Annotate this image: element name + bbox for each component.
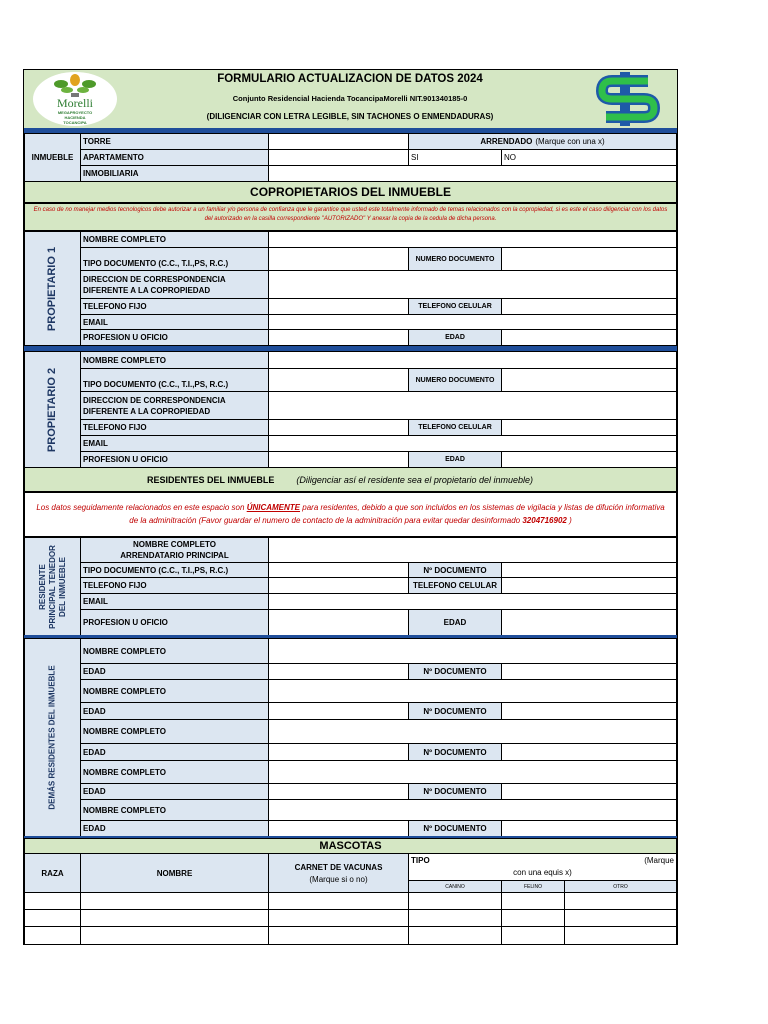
row3-carnet[interactable] <box>268 926 409 945</box>
residentes-note: Los datos seguidamente relacionados en este espacio son ÚNICAMENTE para residentes, debido a que son incluidos en los sistemas de vigilacia y listas de difución informativa de la adminitración (Favor guardar el numero de contacto de la adminitración para evitar quedar desinformado 3204716902 ) <box>24 492 677 537</box>
rp-edad-field[interactable] <box>501 609 677 636</box>
row1-felino[interactable] <box>501 892 565 910</box>
dr3-nombre-label: NOMBRE COMPLETO <box>80 719 269 744</box>
propietario-2-label: PROPIETARIO 2 <box>24 351 81 468</box>
torre-label: TORRE <box>80 133 269 150</box>
p1-profesion-field[interactable] <box>268 329 409 346</box>
p1-email-field[interactable] <box>268 314 677 330</box>
p2-nombre-field[interactable] <box>268 351 677 369</box>
row1-raza[interactable] <box>24 892 81 910</box>
copropietarios-title: COPROPIETARIOS DEL INMUEBLE <box>24 181 677 203</box>
admin-phone: 3204716902 <box>522 516 567 525</box>
dr1-documento-field[interactable] <box>501 663 677 680</box>
p2-numero-doc-label: NUMERO DOCUMENTO <box>408 368 502 392</box>
inmobiliaria-field[interactable] <box>268 165 677 182</box>
felino-header: FELINO <box>501 880 565 893</box>
p2-tel-cel-label: TELEFONO CELULAR <box>408 419 502 436</box>
arrendado-header <box>408 133 677 150</box>
row2-carnet[interactable] <box>268 909 409 927</box>
p2-edad-field[interactable] <box>501 451 677 468</box>
dr5-edad-label: EDAD <box>80 820 269 837</box>
logo-name: Morelli <box>57 96 93 110</box>
rp-tel-cel-field[interactable] <box>501 577 677 594</box>
p1-edad-label: EDAD <box>408 329 502 346</box>
dr4-documento-field[interactable] <box>501 783 677 800</box>
p2-direccion-label: DIRECCION DE CORRESPONDENCIA DIFERENTE A LA COPROPIEDAD <box>80 391 269 420</box>
p1-numero-doc-field[interactable] <box>501 247 677 271</box>
p2-email-field[interactable] <box>268 435 677 452</box>
residentes-header <box>24 467 677 492</box>
dr2-edad-label: EDAD <box>80 702 269 720</box>
rp-tel-fijo-field[interactable] <box>268 577 409 594</box>
p1-nombre-label: NOMBRE COMPLETO <box>80 231 269 248</box>
row3-otro[interactable] <box>564 926 677 945</box>
row2-canino[interactable] <box>408 909 502 927</box>
tipo-header: TIPO (Marque <box>408 853 677 881</box>
rp-tel-fijo-label: TELEFONO FIJO <box>80 577 269 594</box>
torre-field[interactable] <box>268 133 409 150</box>
dr4-edad-label: EDAD <box>80 783 269 800</box>
p2-profesion-label: PROFESION U OFICIO <box>80 451 269 468</box>
morelli-logo <box>33 72 117 126</box>
dr4-documento-label: Nº DOCUMENTO <box>408 783 502 800</box>
p2-nombre-label: NOMBRE COMPLETO <box>80 351 269 369</box>
logo-subtitle-1: MEGAPROYECTO <box>57 110 93 115</box>
carnet-header: CARNET DE VACUNAS (Marque si o no) <box>268 853 409 893</box>
row1-otro[interactable] <box>564 892 677 910</box>
p2-email-label: EMAIL <box>80 435 269 452</box>
nombre-mascota-header: NOMBRE <box>80 853 269 893</box>
residentes-hint: (Diligenciar así el residente sea el propietario del inmueble) <box>296 474 533 485</box>
dr1-nombre-field[interactable] <box>268 638 677 664</box>
dr5-edad-field[interactable] <box>268 820 409 837</box>
dr3-documento-field[interactable] <box>501 743 677 761</box>
inmueble-label: INMUEBLE <box>24 133 81 182</box>
dr1-edad-label: EDAD <box>80 663 269 680</box>
dr3-edad-field[interactable] <box>268 743 409 761</box>
p1-tel-fijo-field[interactable] <box>268 298 409 315</box>
residente-principal-label: RESIDENTE PRINCIPAL TENEDOR DEL INMUEBLE <box>24 537 81 636</box>
rp-edad-label: EDAD <box>408 609 502 636</box>
row2-felino[interactable] <box>501 909 565 927</box>
dr2-edad-field[interactable] <box>268 702 409 720</box>
p1-tel-cel-label: TELEFONO CELULAR <box>408 298 502 315</box>
p1-direccion-field[interactable] <box>268 270 677 299</box>
row2-raza[interactable] <box>24 909 81 927</box>
dr5-nombre-field[interactable] <box>268 799 677 821</box>
p2-tel-fijo-label: TELEFONO FIJO <box>80 419 269 436</box>
p1-nombre-field[interactable] <box>268 231 677 248</box>
arrendado-label: ARRENDADO <box>480 137 533 146</box>
demas-residentes-label: DEMÁS RESIDENTES DEL INMUEBLE <box>24 638 81 837</box>
mascotas-title: MASCOTAS <box>24 838 677 854</box>
p1-direccion-label: DIRECCION DE CORRESPONDENCIA DIFERENTE A LA COPROPIEDAD <box>80 270 269 299</box>
rp-n-documento-field[interactable] <box>501 562 677 578</box>
unicamente-emphasis: ÚNICAMENTE <box>246 503 301 512</box>
row2-nombre[interactable] <box>80 909 269 927</box>
logo-subtitle-3: TOCANCIPA <box>63 120 87 125</box>
otro-header: OTRO <box>564 880 677 893</box>
rp-n-documento-label: Nº DOCUMENTO <box>408 562 502 578</box>
raza-header: RAZA <box>24 853 81 893</box>
tipo-hint: con una equis x) <box>513 868 572 877</box>
dr5-nombre-label: NOMBRE COMPLETO <box>80 799 269 821</box>
dr2-documento-label: Nº DOCUMENTO <box>408 702 502 720</box>
p1-profesion-label: PROFESION U OFICIO <box>80 329 269 346</box>
residentes-title: RESIDENTES DEL INMUEBLE <box>147 474 275 485</box>
row2-otro[interactable] <box>564 909 677 927</box>
rp-profesion-field[interactable] <box>268 609 409 636</box>
p1-edad-field[interactable] <box>501 329 677 346</box>
logo-subtitle-2: HACIENDA <box>64 115 86 120</box>
apartamento-field[interactable] <box>268 149 409 166</box>
rp-tipo-doc-label: TIPO DOCUMENTO (C.C., T.I.,PS, R.C.) <box>80 562 269 578</box>
row3-canino[interactable] <box>408 926 502 945</box>
row1-nombre[interactable] <box>80 892 269 910</box>
p1-tipo-doc-field[interactable] <box>268 247 409 271</box>
p1-tipo-doc-label: TIPO DOCUMENTO (C.C., T.I.,PS, R.C.) <box>80 247 269 271</box>
nombre-arrendatario-field[interactable] <box>268 537 677 563</box>
row3-raza[interactable] <box>24 926 81 945</box>
arrendado-si-option[interactable]: SI <box>408 149 502 166</box>
row1-canino[interactable] <box>408 892 502 910</box>
arrendado-hint: (Marque con una x) <box>535 137 605 146</box>
dr5-documento-label: Nº DOCUMENTO <box>408 820 502 837</box>
row3-felino[interactable] <box>501 926 565 945</box>
dr3-nombre-field[interactable] <box>268 719 677 744</box>
apartamento-label: APARTAMENTO <box>80 149 269 166</box>
p2-numero-doc-field[interactable] <box>501 368 677 392</box>
form-subtitle: Conjunto Residencial Hacienda TocancipaMorelli NIT.901340185-0 <box>232 94 468 103</box>
p1-tel-cel-field[interactable] <box>501 298 677 315</box>
p2-profesion-field[interactable] <box>268 451 409 468</box>
rp-profesion-label: PROFESION U OFICIO <box>80 609 269 636</box>
row3-nombre[interactable] <box>80 926 269 945</box>
dr4-nombre-label: NOMBRE COMPLETO <box>80 760 269 784</box>
rp-tel-cel-label: TELEFONO CELULAR <box>408 577 502 594</box>
dr4-nombre-field[interactable] <box>268 760 677 784</box>
p2-tel-cel-field[interactable] <box>501 419 677 436</box>
dr5-documento-field[interactable] <box>501 820 677 837</box>
dr2-documento-field[interactable] <box>501 702 677 720</box>
dr1-documento-label: Nº DOCUMENTO <box>408 663 502 680</box>
dr3-edad-label: EDAD <box>80 743 269 761</box>
arrendado-no-option[interactable]: NO <box>501 149 677 166</box>
propietario-1-label: PROPIETARIO 1 <box>24 231 81 346</box>
nombre-arrendatario-label: NOMBRE COMPLETO ARRENDATARIO PRINCIPAL <box>80 537 269 563</box>
form-title: FORMULARIO ACTUALIZACION DE DATOS 2024 <box>217 73 483 85</box>
p2-direccion-field[interactable] <box>268 391 677 420</box>
p2-edad-label: EDAD <box>408 451 502 468</box>
p1-tel-fijo-label: TELEFONO FIJO <box>80 298 269 315</box>
copropietarios-note: En caso de no manejar medios tecnologicos debe autorizar a un familiar y/o persona de confianza que le garantice que usted este totalmente informado de temas relacionados con la copropiedad, si es este el caso diligenciar con los datos del autorizado en la casilla correspondiente "AUTORIZADO" Y anexar la copia de la cedula de dicha persona. <box>24 203 677 231</box>
rp-email-label: EMAIL <box>80 593 269 610</box>
dr1-nombre-label: NOMBRE COMPLETO <box>80 638 269 664</box>
row1-carnet[interactable] <box>268 892 409 910</box>
dr2-nombre-label: NOMBRE COMPLETO <box>80 679 269 703</box>
inmobiliaria-label: INMOBILIARIA <box>80 165 269 182</box>
p1-email-label: EMAIL <box>80 314 269 330</box>
p2-tipo-doc-field[interactable] <box>268 368 409 392</box>
dr4-edad-field[interactable] <box>268 783 409 800</box>
form-instruction: (DILIGENCIAR CON LETRA LEGIBLE, SIN TACHONES O ENMENDADURAS) <box>206 112 494 121</box>
canino-header: CANINO <box>408 880 502 893</box>
p2-tel-fijo-field[interactable] <box>268 419 409 436</box>
rp-email-field[interactable] <box>268 593 677 610</box>
dr2-nombre-field[interactable] <box>268 679 677 703</box>
dr1-edad-field[interactable] <box>268 663 409 680</box>
dollar-logo-icon <box>596 71 662 127</box>
p2-tipo-doc-label: TIPO DOCUMENTO (C.C., T.I.,PS, R.C.) <box>80 368 269 392</box>
p1-numero-doc-label: NUMERO DOCUMENTO <box>408 247 502 271</box>
dr3-documento-label: Nº DOCUMENTO <box>408 743 502 761</box>
rp-tipo-doc-field[interactable] <box>268 562 409 578</box>
